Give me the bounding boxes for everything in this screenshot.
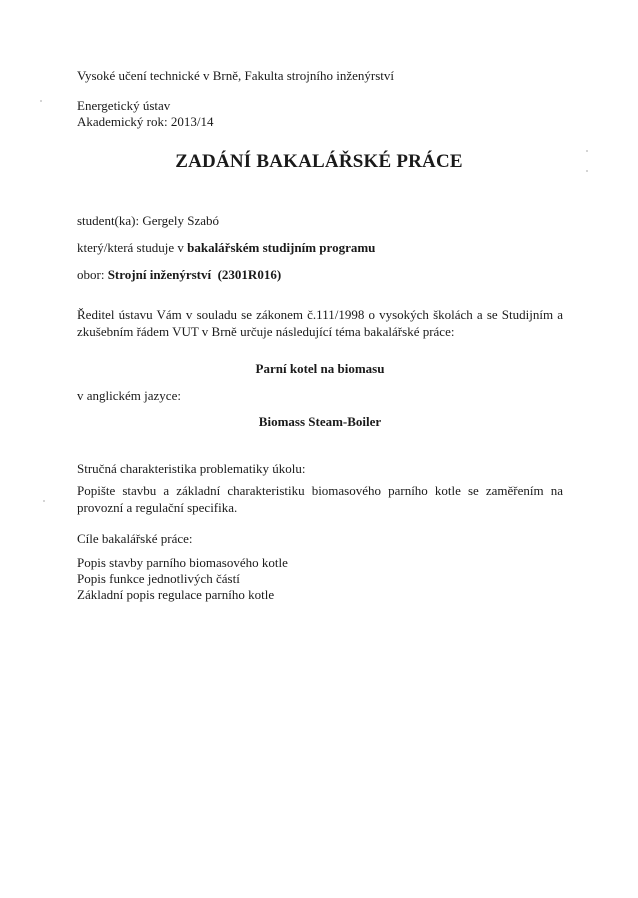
scan-speck [586, 170, 588, 172]
goal-item: Popis stavby parního biomasového kotle [77, 555, 288, 570]
goal-item: Popis funkce jednotlivých částí [77, 571, 240, 586]
student-label: student(ka): [77, 213, 143, 228]
field-value: Strojní inženýrství (2301R016) [107, 267, 282, 282]
student-line [77, 213, 219, 228]
institute-line: Energetický ústav [77, 98, 171, 113]
student-name: Gergely Szabó [142, 213, 219, 228]
topic-czech: Parní kotel na biomasu [255, 361, 385, 376]
topic-english: Biomass Steam-Boiler [258, 414, 382, 429]
goals-heading: Cíle bakalářské práce: [77, 531, 193, 546]
goal-item: Základní popis regulace parního kotle [77, 587, 275, 602]
program-label: který/která studuje v [77, 240, 188, 255]
page-title: ZADÁNÍ BAKALÁŘSKÉ PRÁCE [175, 151, 463, 172]
scan-speck [43, 500, 45, 502]
field-label: obor: [77, 267, 108, 282]
program-value: bakalářském studijním programu [187, 240, 376, 255]
academic-year-line: Akademický rok: 2013/14 [77, 114, 214, 129]
characteristics-text: Popište stavbu a základní charakteristiku biomasového parního kotle se zaměřením na provozní a regulační specifika. [77, 483, 563, 515]
directive-paragraph: Ředitel ústavu Vám v souladu se zákonem č.111/1998 o vysokých školách a se Studijním a zkušebním řádem VUT v Brně určuje následující téma bakalářské práce: [77, 307, 563, 339]
institution-line: Vysoké učení technické v Brně, Fakulta strojního inženýrství [77, 68, 394, 83]
field-line [77, 267, 281, 282]
program-line [77, 240, 375, 255]
scan-speck [586, 150, 588, 152]
english-label: v anglickém jazyce: [77, 388, 181, 403]
characteristics-heading: Stručná charakteristika problematiky úkolu: [77, 461, 306, 476]
scan-speck [40, 100, 42, 102]
